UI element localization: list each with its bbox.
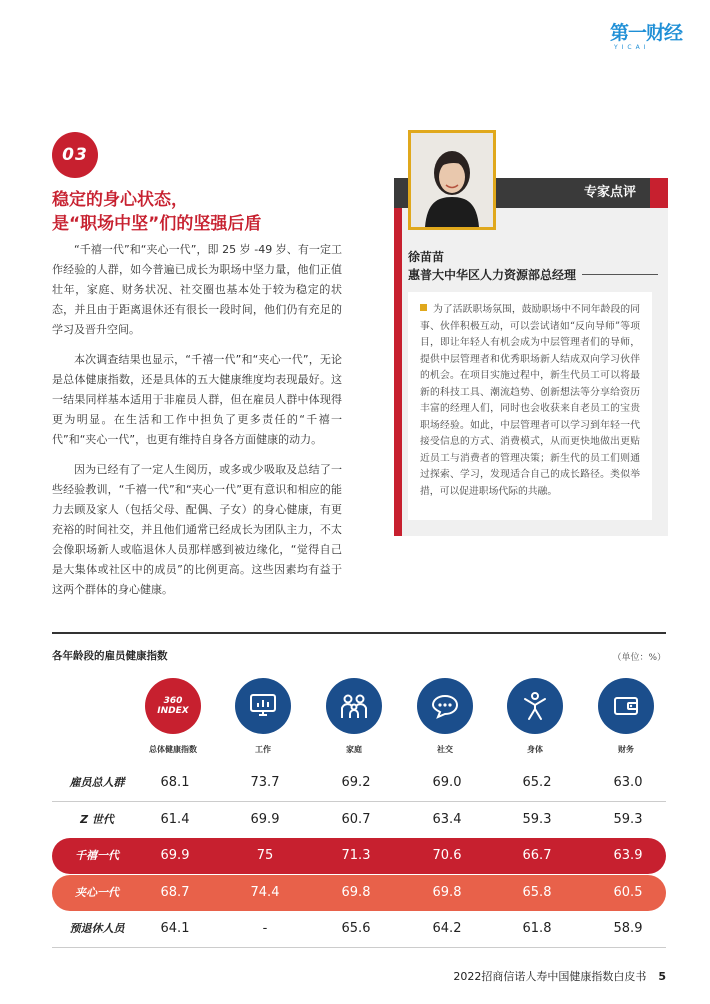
index-360-icon xyxy=(145,678,201,734)
family-icon xyxy=(326,678,382,734)
paragraph-3: 因为已经有了一定人生阅历，或多或少吸取及总结了一些经验教训，“千禧一代”和“夹心一代”更有意识和相应的能力去顾及家人（包括父母、配偶、子女）的身心健康，有更充裕的时间社交，并且他们通常已经成长为团队主力，不太会像职场新人或临退休人员那样感到被边缘化，“觉得自己是大集体或社区中的成员”的比例更高。这些因素均有益于这两个群体的身心健康。 xyxy=(52,463,342,596)
page-number: 5 xyxy=(658,970,666,983)
expert-title-text: 惠普大中华区人力资源部总经理 xyxy=(408,268,577,282)
bullet-square-icon xyxy=(420,304,427,311)
table-cell: 73.7 xyxy=(250,775,280,790)
row-divider xyxy=(52,947,666,948)
table-cell: 66.7 xyxy=(522,848,552,863)
footer-title: 2022招商信诺人寿中国健康指数白皮书 xyxy=(453,970,647,983)
section-headline xyxy=(52,188,372,236)
table-cell: 59.3 xyxy=(522,812,552,827)
table-cell: 69.8 xyxy=(341,885,371,900)
table-cell: 69.8 xyxy=(432,885,462,900)
table-cell: 58.9 xyxy=(613,921,643,936)
table-unit: （单位：%） xyxy=(612,653,666,663)
table-row-pre-retirees xyxy=(52,911,666,947)
table-cell: 61.4 xyxy=(160,812,190,827)
table-row-all-employees xyxy=(52,765,666,801)
table-cell: 65.2 xyxy=(522,775,552,790)
table-title: 各年龄段的雇员健康指数 xyxy=(52,650,168,662)
table-cell: 61.8 xyxy=(522,921,552,936)
headline-line-1: 稳定的身心状态， xyxy=(52,190,188,210)
table-cell: 69.2 xyxy=(341,775,371,790)
expert-header-accent xyxy=(650,178,668,208)
index-badge-line-2: INDEX xyxy=(157,706,189,716)
body-text xyxy=(52,240,342,610)
yicai-logo xyxy=(610,22,690,52)
expert-panel-accent xyxy=(394,178,402,536)
table-cell: 65.8 xyxy=(522,885,552,900)
headline-line-2: 是“职场中坚”们的坚强后盾 xyxy=(52,214,262,234)
row-label: 预退休人员 xyxy=(69,922,125,935)
logo-subtext: YICAI xyxy=(614,44,650,51)
logo-text: 第一财经 xyxy=(610,22,683,44)
table-top-rule xyxy=(52,632,666,634)
column-label-social: 社交 xyxy=(437,745,453,754)
table-cell: - xyxy=(262,921,268,936)
row-label: 雇员总人群 xyxy=(69,776,125,789)
table-cell: 70.6 xyxy=(432,848,462,863)
title-divider xyxy=(582,274,658,275)
expert-quote-text: 为了活跃职场氛围，鼓励职场中不同年龄段的同事、伙伴积极互动，可以尝试诸如“反向导师”等项目，即让年轻人有机会成为中层管理者们的导师，提供中层管理者和优秀职场新人结成双向学习伙伴的机会。在项目实施过程中，新生代员工可以将最新的科技工具、潮流趋势、创新想法等分享给资历丰富的经理人们，同时也会收获来自老员工的宝贵职场经验。如此，中层管理者可以学习到年轻一代接受信息的方式、消费模式，从而更快地做出更贴近员工与消费者的管理决策；新生代的员工们则通过探索、学习，发现适合自己的成长路径。类似举措，可以促进职场代际的共融。 xyxy=(420,304,640,497)
table-cell: 68.7 xyxy=(160,885,190,900)
portrait-icon xyxy=(411,133,493,227)
index-badge-line-1: 360 xyxy=(163,696,183,706)
table-row-sandwich-generation xyxy=(52,875,666,911)
paragraph-2: 本次调查结果也显示，“千禧一代”和“夹心一代”，无论是总体健康指数，还是具体的五大健康维度均表现最好。这一结果同样基本适用于非雇员人群，但在雇员人群中体现得更为明显。在生活和工作中担负了更多责任的“千禧一代”和“夹心一代”，也更有维持自身各方面健康的动力。 xyxy=(52,353,342,446)
chat-bubble-icon xyxy=(417,678,473,734)
column-label-overall: 总体健康指数 xyxy=(149,745,197,754)
table-cell: 68.1 xyxy=(160,775,190,790)
table-cell: 65.6 xyxy=(341,921,371,936)
row-label: Z 世代 xyxy=(80,813,114,826)
section-number-badge: 03 xyxy=(52,132,98,178)
expert-panel-title: 专家点评 xyxy=(583,185,636,200)
row-label: 夹心一代 xyxy=(75,886,119,899)
person-jump-icon xyxy=(507,678,563,734)
table-cell: 69.9 xyxy=(250,812,280,827)
table-cell: 64.2 xyxy=(432,921,462,936)
row-label: 千禧一代 xyxy=(75,849,119,862)
paragraph-1: “千禧一代”和“夹心一代”，即 25 岁 -49 岁、有一定工作经验的人群，如今普遍已成长为职场中坚力量，他们正值壮年，家庭、财务状况、社交圈也基本处于较为稳定的状态，并且由于距离退休还有很长一段时间，他们仍有充足的学习及晋升空间。 xyxy=(52,243,342,336)
expert-portrait-photo xyxy=(408,130,496,230)
column-label-work: 工作 xyxy=(255,745,271,754)
table-cell: 60.7 xyxy=(341,812,371,827)
expert-quote xyxy=(408,292,652,520)
table-cell: 63.0 xyxy=(613,775,643,790)
table-cell: 69.0 xyxy=(432,775,462,790)
table-cell: 60.5 xyxy=(613,885,643,900)
table-cell: 71.3 xyxy=(341,848,371,863)
table-cell: 63.9 xyxy=(613,848,643,863)
column-label-family: 家庭 xyxy=(346,745,362,754)
expert-title xyxy=(408,266,658,283)
column-label-finance: 财务 xyxy=(618,745,634,754)
table-row-millennials xyxy=(52,838,666,874)
table-cell: 74.4 xyxy=(250,885,280,900)
table-cell: 64.1 xyxy=(160,921,190,936)
table-cell: 63.4 xyxy=(432,812,462,827)
page-footer xyxy=(453,968,666,984)
expert-name: 徐苗苗 xyxy=(408,250,445,264)
monitor-chart-icon xyxy=(235,678,291,734)
table-row-gen-z xyxy=(52,802,666,838)
column-label-body: 身体 xyxy=(527,745,543,754)
table-cell: 75 xyxy=(256,848,274,863)
table-cell: 69.9 xyxy=(160,848,190,863)
table-cell: 59.3 xyxy=(613,812,643,827)
wallet-icon xyxy=(598,678,654,734)
